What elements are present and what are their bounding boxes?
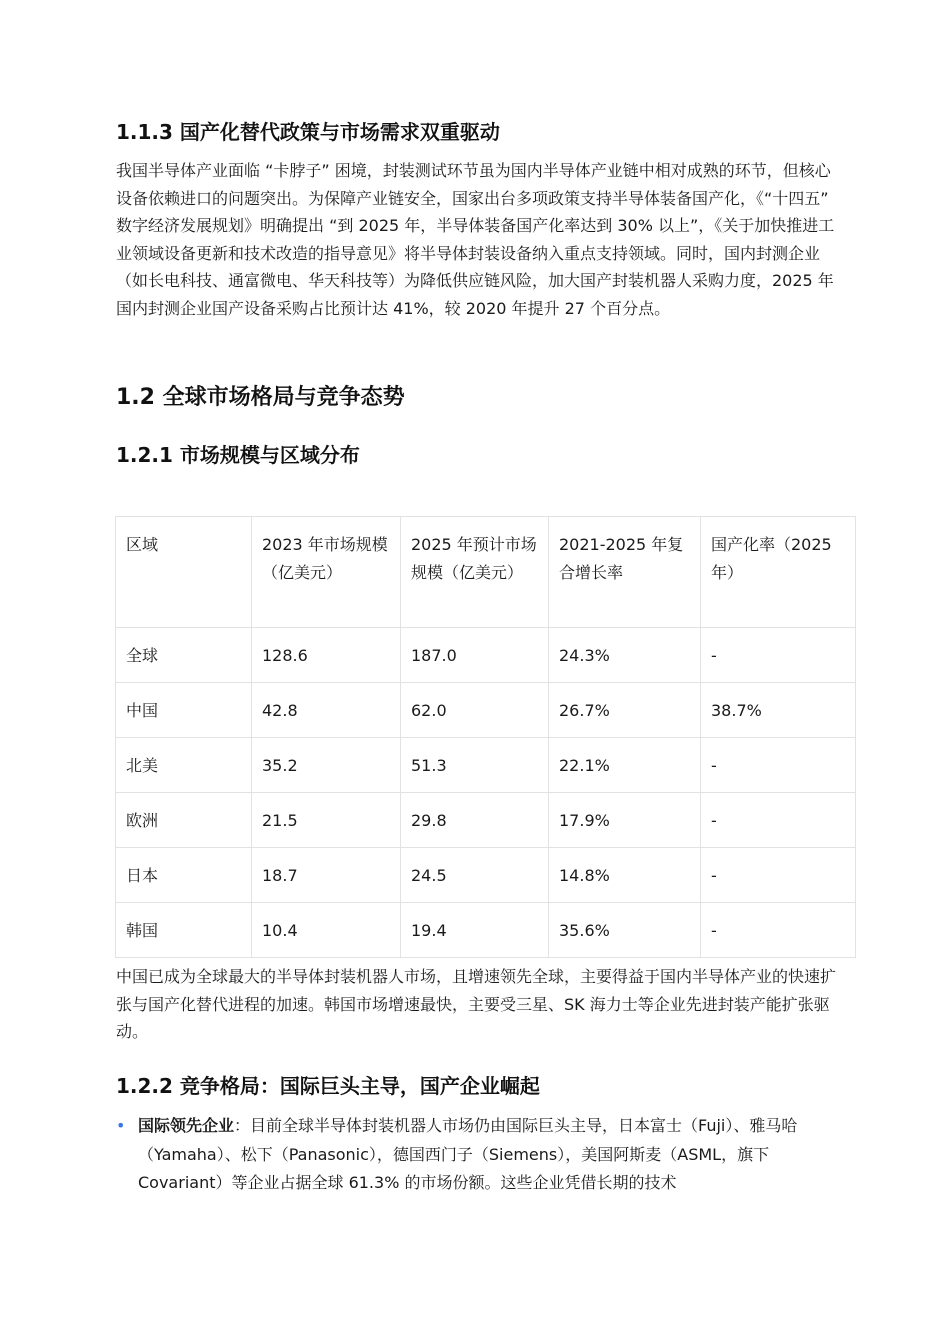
table-cell: - (701, 793, 856, 848)
table-cell: - (701, 738, 856, 793)
table-row (116, 903, 856, 958)
header-region: 区域 (116, 517, 252, 628)
table-cell: 日本 (116, 848, 252, 903)
table-cell: 24.3% (549, 628, 701, 683)
bullet-label: 国际领先企业 (138, 1116, 235, 1135)
table-cell: 62.0 (401, 683, 549, 738)
list-item (116, 1112, 846, 1198)
section-1-2-heading: 1.2 全球市场格局与竞争态势 (116, 385, 405, 410)
table-cell: - (701, 848, 856, 903)
section-1-1-3-heading: 1.1.3 国产化替代政策与市场需求双重驱动 (116, 120, 500, 144)
table-cell: 24.5 (401, 848, 549, 903)
table-row (116, 848, 856, 903)
table-cell: 韩国 (116, 903, 252, 958)
table-cell: 35.2 (252, 738, 401, 793)
table-cell: 10.4 (252, 903, 401, 958)
bullet-body: ：目前全球半导体封装机器人市场仍由国际巨头主导，日本富士（Fuji）、雅马哈（Yamaha）、松下（Panasonic），德国西门子（Siemens），美国阿斯麦（ASML，旗下 Covariant）等企业占据全球 61.3% 的市场份额。这些企业凭借长期的技术 (138, 1116, 798, 1192)
table-cell: 26.7% (549, 683, 701, 738)
header-cagr: 2021-2025 年复合增长率 (549, 517, 701, 628)
table-header-row (116, 517, 856, 628)
table-cell: - (701, 903, 856, 958)
table-row (116, 628, 856, 683)
table-cell: 17.9% (549, 793, 701, 848)
table-cell: 22.1% (549, 738, 701, 793)
table-cell: 128.6 (252, 628, 401, 683)
section-1-2-1-heading: 1.2.1 市场规模与区域分布 (116, 443, 360, 467)
table-cell: 中国 (116, 683, 252, 738)
header-2023-size: 2023 年市场规模（亿美元） (252, 517, 401, 628)
table-cell: 187.0 (401, 628, 549, 683)
table-cell: 北美 (116, 738, 252, 793)
table-cell: - (701, 628, 856, 683)
table-cell: 全球 (116, 628, 252, 683)
table-cell: 欧洲 (116, 793, 252, 848)
table-row (116, 683, 856, 738)
bullet-dot-icon: • (116, 1116, 126, 1135)
section-1-2-1-paragraph: 中国已成为全球最大的半导体封装机器人市场，且增速领先全球，主要得益于国内半导体产业的快速扩张与国产化替代进程的加速。韩国市场增速最快，主要受三星、SK 海力士等企业先进封装产能扩张驱动。 (116, 967, 837, 1041)
table-cell: 29.8 (401, 793, 549, 848)
table-cell: 35.6% (549, 903, 701, 958)
header-2025-size: 2025 年预计市场规模（亿美元） (401, 517, 549, 628)
table-cell: 42.8 (252, 683, 401, 738)
table-row (116, 738, 856, 793)
table-cell: 18.7 (252, 848, 401, 903)
table-row (116, 793, 856, 848)
table-cell: 14.8% (549, 848, 701, 903)
table-cell: 21.5 (252, 793, 401, 848)
section-1-1-3-paragraph: 我国半导体产业面临 “卡脖子” 困境，封装测试环节虽为国内半导体产业链中相对成熟的环节，但核心设备依赖进口的问题突出。为保障产业链安全，国家出台多项政策支持半导体装备国产化，《“十四五” 数字经济发展规划》明确提出 “到 2025 年，半导体装备国产化率达到 30% 以上”，《关于加快推进工业领域设备更新和技术改造的指导意见》将半导体封装设备纳入重点支持领域。同时，国内封测企业（如长电科技、通富微电、华天科技等）为降低供应链风险，加大国产封装机器人采购力度，2025 年国内封测企业国产设备采购占比预计达 41%，较 2020 年提升 27 个百分点。 (116, 161, 835, 318)
section-1-2-2-heading: 1.2.2 竞争格局：国际巨头主导，国产企业崛起 (116, 1074, 540, 1098)
table-cell: 51.3 (401, 738, 549, 793)
bullet-text (138, 1112, 846, 1198)
table-cell: 19.4 (401, 903, 549, 958)
table-cell: 38.7% (701, 683, 856, 738)
header-localization-rate: 国产化率（2025 年） (701, 517, 856, 628)
market-size-table (115, 516, 856, 958)
